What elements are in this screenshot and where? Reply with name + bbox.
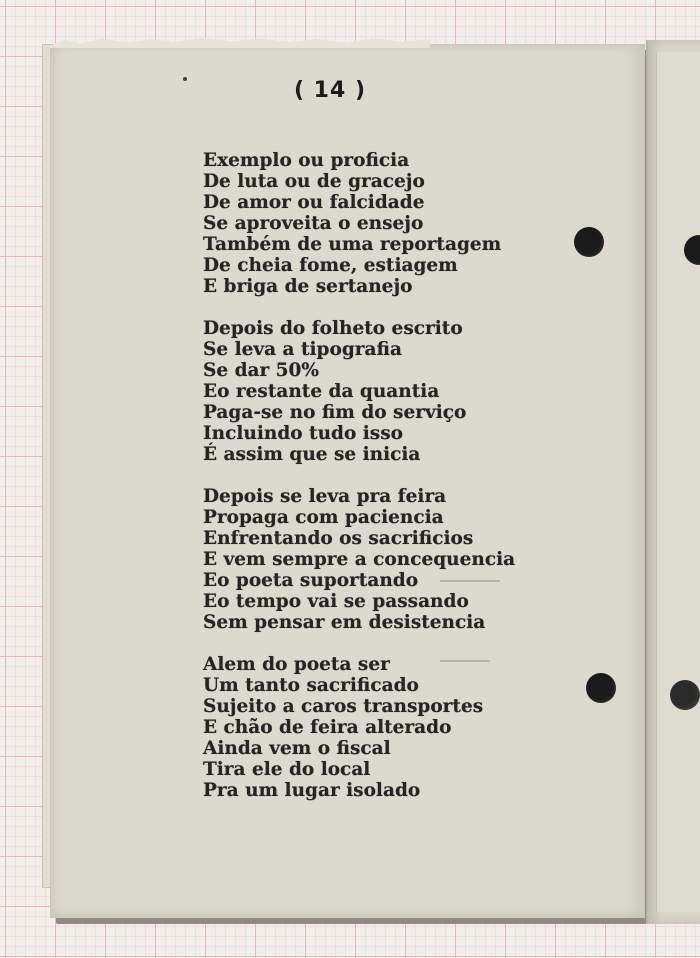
verse-line: Pra um lugar isolado [203, 780, 421, 801]
stanza [203, 318, 533, 465]
verse-line: Se leva a tipografia [203, 339, 402, 360]
punch-hole [586, 673, 616, 703]
verse-line: Sem pensar em desistencia [203, 612, 486, 633]
verse-line: E briga de sertanejo [203, 276, 413, 297]
verse-line: Paga-se no fim do serviço [203, 402, 467, 423]
verse-line: De amor ou falcidade [203, 192, 425, 213]
verse-line: E vem sempre a concequencia [203, 549, 516, 570]
verse-line: Depois se leva pra feira [203, 486, 447, 507]
stanza [203, 486, 533, 633]
verse-line: E chão de feira alterado [203, 717, 452, 738]
punch-hole [670, 680, 700, 710]
poem-text [203, 150, 533, 822]
stanza [203, 150, 533, 297]
verse-line: Eo restante da quantia [203, 381, 440, 402]
punch-hole [574, 227, 604, 257]
verse-line: Propaga com paciencia [203, 507, 444, 528]
verse-line: Incluindo tudo isso [203, 423, 403, 444]
verse-line: De luta ou de gracejo [203, 171, 425, 192]
torn-top-edge [50, 36, 430, 48]
verse-line: É assim que se inicia [203, 444, 421, 465]
facing-page-inner [656, 52, 700, 912]
verse-line: Ainda vem o fiscal [203, 738, 391, 759]
stanza [203, 654, 533, 801]
verse-line: Eo poeta suportando [203, 570, 419, 591]
verse-line: Depois do folheto escrito [203, 318, 463, 339]
verse-line: Se aproveita o ensejo [203, 213, 424, 234]
verse-line: Tira ele do local [203, 759, 371, 780]
page-number: ( 14 ) [293, 78, 367, 103]
verse-line: Também de uma reportagem [203, 234, 502, 255]
verse-line: Sujeito a caros transportes [203, 696, 484, 717]
verse-line: De cheia fome, estiagem [203, 255, 458, 276]
verse-line: Enfrentando os sacrificios [203, 528, 474, 549]
verse-line: Um tanto sacrificado [203, 675, 419, 696]
verse-line: Exemplo ou proficia [203, 150, 410, 171]
verse-line: Alem do poeta ser [203, 654, 390, 675]
verse-line: Se dar 50% [203, 360, 320, 381]
verse-line: Eo tempo vai se passando [203, 591, 469, 612]
